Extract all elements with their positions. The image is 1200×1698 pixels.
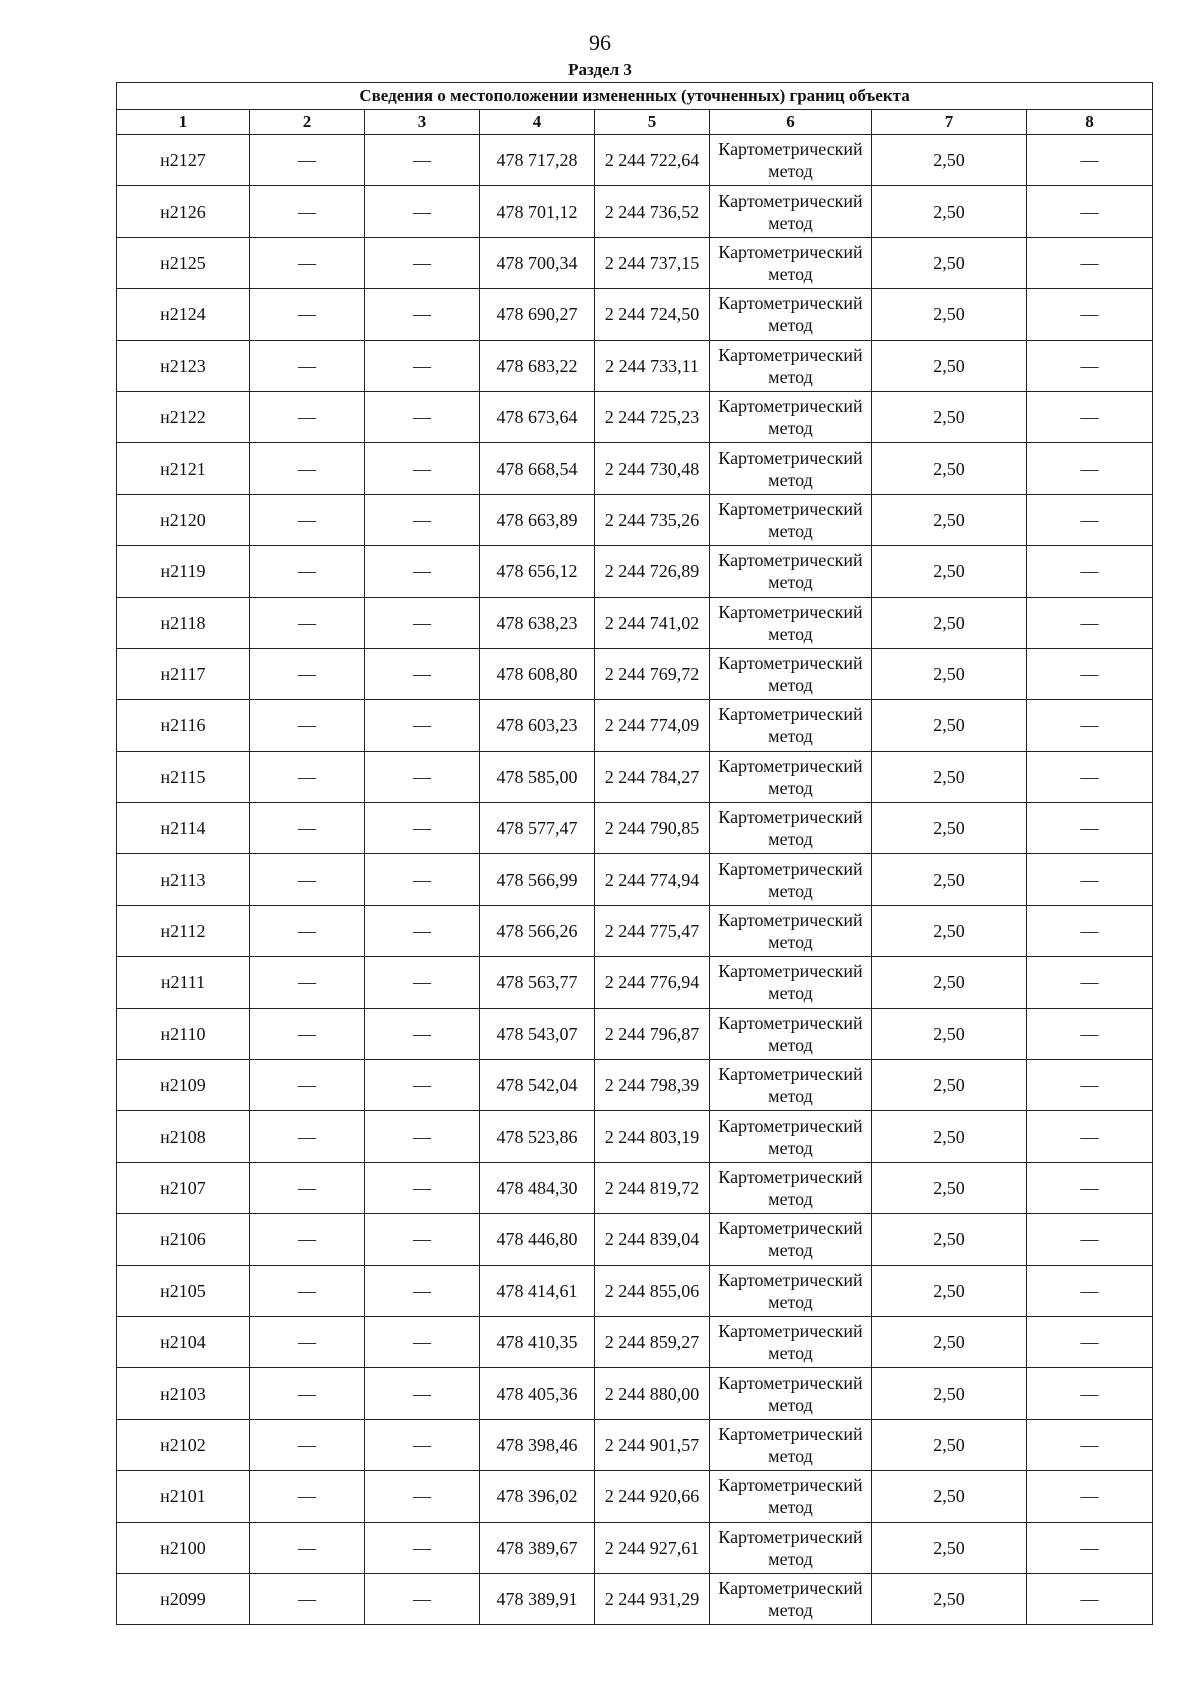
method-cell: Картометрический метод bbox=[710, 340, 872, 391]
accuracy-cell: 2,50 bbox=[872, 854, 1027, 905]
y-coordinate-cell: 2 244 741,02 bbox=[595, 597, 710, 648]
method-cell: Картометрический метод bbox=[710, 391, 872, 442]
y-coordinate-cell: 2 244 722,64 bbox=[595, 135, 710, 186]
y-coordinate-cell: 2 244 927,61 bbox=[595, 1522, 710, 1573]
accuracy-cell: 2,50 bbox=[872, 1522, 1027, 1573]
point-id-cell: н2099 bbox=[117, 1573, 250, 1624]
boundary-coordinates-table bbox=[116, 82, 1153, 1625]
method-cell: Картометрический метод bbox=[710, 1214, 872, 1265]
col3-cell: — bbox=[365, 1471, 480, 1522]
column-header: 2 bbox=[250, 110, 365, 135]
y-coordinate-cell: 2 244 776,94 bbox=[595, 957, 710, 1008]
col3-cell: — bbox=[365, 1111, 480, 1162]
col2-cell: — bbox=[250, 854, 365, 905]
x-coordinate-cell: 478 663,89 bbox=[480, 494, 595, 545]
accuracy-cell: 2,50 bbox=[872, 494, 1027, 545]
col3-cell: — bbox=[365, 700, 480, 751]
col8-cell: — bbox=[1027, 391, 1153, 442]
table-row bbox=[117, 854, 1153, 905]
method-cell: Картометрический метод bbox=[710, 1008, 872, 1059]
x-coordinate-cell: 478 410,35 bbox=[480, 1316, 595, 1367]
col2-cell: — bbox=[250, 1522, 365, 1573]
col3-cell: — bbox=[365, 186, 480, 237]
col3-cell: — bbox=[365, 854, 480, 905]
y-coordinate-cell: 2 244 730,48 bbox=[595, 443, 710, 494]
col2-cell: — bbox=[250, 443, 365, 494]
col8-cell: — bbox=[1027, 1111, 1153, 1162]
col8-cell: — bbox=[1027, 1573, 1153, 1624]
accuracy-cell: 2,50 bbox=[872, 1471, 1027, 1522]
method-cell: Картометрический метод bbox=[710, 289, 872, 340]
table-row bbox=[117, 700, 1153, 751]
table-row bbox=[117, 237, 1153, 288]
table-row bbox=[117, 135, 1153, 186]
col2-cell: — bbox=[250, 494, 365, 545]
point-id-cell: н2113 bbox=[117, 854, 250, 905]
accuracy-cell: 2,50 bbox=[872, 1060, 1027, 1111]
point-id-cell: н2107 bbox=[117, 1162, 250, 1213]
col8-cell: — bbox=[1027, 905, 1153, 956]
accuracy-cell: 2,50 bbox=[872, 1111, 1027, 1162]
col8-cell: — bbox=[1027, 648, 1153, 699]
point-id-cell: н2125 bbox=[117, 237, 250, 288]
x-coordinate-cell: 478 389,67 bbox=[480, 1522, 595, 1573]
x-coordinate-cell: 478 603,23 bbox=[480, 700, 595, 751]
y-coordinate-cell: 2 244 839,04 bbox=[595, 1214, 710, 1265]
method-cell: Картометрический метод bbox=[710, 1111, 872, 1162]
method-cell: Картометрический метод bbox=[710, 546, 872, 597]
point-id-cell: н2127 bbox=[117, 135, 250, 186]
table-row bbox=[117, 1214, 1153, 1265]
table-row bbox=[117, 1060, 1153, 1111]
accuracy-cell: 2,50 bbox=[872, 1265, 1027, 1316]
x-coordinate-cell: 478 563,77 bbox=[480, 957, 595, 1008]
col8-cell: — bbox=[1027, 1060, 1153, 1111]
y-coordinate-cell: 2 244 733,11 bbox=[595, 340, 710, 391]
table-row bbox=[117, 494, 1153, 545]
x-coordinate-cell: 478 523,86 bbox=[480, 1111, 595, 1162]
col3-cell: — bbox=[365, 546, 480, 597]
accuracy-cell: 2,50 bbox=[872, 391, 1027, 442]
table-row bbox=[117, 957, 1153, 1008]
col8-cell: — bbox=[1027, 1162, 1153, 1213]
method-cell: Картометрический метод bbox=[710, 700, 872, 751]
col2-cell: — bbox=[250, 1214, 365, 1265]
col8-cell: — bbox=[1027, 1419, 1153, 1470]
accuracy-cell: 2,50 bbox=[872, 700, 1027, 751]
col8-cell: — bbox=[1027, 340, 1153, 391]
point-id-cell: н2103 bbox=[117, 1368, 250, 1419]
x-coordinate-cell: 478 446,80 bbox=[480, 1214, 595, 1265]
accuracy-cell: 2,50 bbox=[872, 546, 1027, 597]
x-coordinate-cell: 478 484,30 bbox=[480, 1162, 595, 1213]
col3-cell: — bbox=[365, 1265, 480, 1316]
x-coordinate-cell: 478 585,00 bbox=[480, 751, 595, 802]
col2-cell: — bbox=[250, 751, 365, 802]
x-coordinate-cell: 478 690,27 bbox=[480, 289, 595, 340]
point-id-cell: н2126 bbox=[117, 186, 250, 237]
x-coordinate-cell: 478 656,12 bbox=[480, 546, 595, 597]
method-cell: Картометрический метод bbox=[710, 186, 872, 237]
accuracy-cell: 2,50 bbox=[872, 803, 1027, 854]
table-row bbox=[117, 1008, 1153, 1059]
col3-cell: — bbox=[365, 391, 480, 442]
y-coordinate-cell: 2 244 724,50 bbox=[595, 289, 710, 340]
accuracy-cell: 2,50 bbox=[872, 648, 1027, 699]
page-number: 96 bbox=[589, 30, 611, 55]
point-id-cell: н2122 bbox=[117, 391, 250, 442]
method-cell: Картометрический метод bbox=[710, 494, 872, 545]
col3-cell: — bbox=[365, 1573, 480, 1624]
accuracy-cell: 2,50 bbox=[872, 597, 1027, 648]
accuracy-cell: 2,50 bbox=[872, 1008, 1027, 1059]
table-row bbox=[117, 186, 1153, 237]
y-coordinate-cell: 2 244 769,72 bbox=[595, 648, 710, 699]
accuracy-cell: 2,50 bbox=[872, 443, 1027, 494]
y-coordinate-cell: 2 244 790,85 bbox=[595, 803, 710, 854]
method-cell: Картометрический метод bbox=[710, 1522, 872, 1573]
accuracy-cell: 2,50 bbox=[872, 289, 1027, 340]
table-row bbox=[117, 391, 1153, 442]
point-id-cell: н2104 bbox=[117, 1316, 250, 1367]
point-id-cell: н2115 bbox=[117, 751, 250, 802]
col3-cell: — bbox=[365, 1008, 480, 1059]
col2-cell: — bbox=[250, 340, 365, 391]
x-coordinate-cell: 478 673,64 bbox=[480, 391, 595, 442]
accuracy-cell: 2,50 bbox=[872, 186, 1027, 237]
y-coordinate-cell: 2 244 737,15 bbox=[595, 237, 710, 288]
method-cell: Картометрический метод bbox=[710, 854, 872, 905]
y-coordinate-cell: 2 244 920,66 bbox=[595, 1471, 710, 1522]
col8-cell: — bbox=[1027, 1522, 1153, 1573]
col8-cell: — bbox=[1027, 186, 1153, 237]
col2-cell: — bbox=[250, 700, 365, 751]
table-row bbox=[117, 1316, 1153, 1367]
col8-cell: — bbox=[1027, 751, 1153, 802]
col8-cell: — bbox=[1027, 546, 1153, 597]
y-coordinate-cell: 2 244 775,47 bbox=[595, 905, 710, 956]
accuracy-cell: 2,50 bbox=[872, 957, 1027, 1008]
x-coordinate-cell: 478 405,36 bbox=[480, 1368, 595, 1419]
y-coordinate-cell: 2 244 931,29 bbox=[595, 1573, 710, 1624]
column-header: 7 bbox=[872, 110, 1027, 135]
method-cell: Картометрический метод bbox=[710, 135, 872, 186]
method-cell: Картометрический метод bbox=[710, 1471, 872, 1522]
table-row bbox=[117, 340, 1153, 391]
y-coordinate-cell: 2 244 798,39 bbox=[595, 1060, 710, 1111]
section-title: Раздел 3 bbox=[568, 60, 632, 79]
col2-cell: — bbox=[250, 1419, 365, 1470]
column-header-row bbox=[117, 110, 1153, 135]
col3-cell: — bbox=[365, 1162, 480, 1213]
point-id-cell: н2100 bbox=[117, 1522, 250, 1573]
x-coordinate-cell: 478 566,26 bbox=[480, 905, 595, 956]
accuracy-cell: 2,50 bbox=[872, 751, 1027, 802]
method-cell: Картометрический метод bbox=[710, 648, 872, 699]
point-id-cell: н2119 bbox=[117, 546, 250, 597]
accuracy-cell: 2,50 bbox=[872, 340, 1027, 391]
table-caption-row bbox=[117, 83, 1153, 110]
point-id-cell: н2114 bbox=[117, 803, 250, 854]
table-row bbox=[117, 751, 1153, 802]
y-coordinate-cell: 2 244 774,94 bbox=[595, 854, 710, 905]
x-coordinate-cell: 478 717,28 bbox=[480, 135, 595, 186]
accuracy-cell: 2,50 bbox=[872, 1368, 1027, 1419]
col2-cell: — bbox=[250, 905, 365, 956]
col3-cell: — bbox=[365, 237, 480, 288]
method-cell: Картометрический метод bbox=[710, 1368, 872, 1419]
method-cell: Картометрический метод bbox=[710, 443, 872, 494]
col3-cell: — bbox=[365, 1060, 480, 1111]
col3-cell: — bbox=[365, 957, 480, 1008]
y-coordinate-cell: 2 244 784,27 bbox=[595, 751, 710, 802]
point-id-cell: н2117 bbox=[117, 648, 250, 699]
x-coordinate-cell: 478 638,23 bbox=[480, 597, 595, 648]
column-header: 6 bbox=[710, 110, 872, 135]
table-row bbox=[117, 803, 1153, 854]
accuracy-cell: 2,50 bbox=[872, 135, 1027, 186]
point-id-cell: н2108 bbox=[117, 1111, 250, 1162]
table-row bbox=[117, 1368, 1153, 1419]
col3-cell: — bbox=[365, 443, 480, 494]
col3-cell: — bbox=[365, 1419, 480, 1470]
y-coordinate-cell: 2 244 880,00 bbox=[595, 1368, 710, 1419]
table-row bbox=[117, 1111, 1153, 1162]
table-row bbox=[117, 1419, 1153, 1470]
point-id-cell: н2102 bbox=[117, 1419, 250, 1470]
column-header: 8 bbox=[1027, 110, 1153, 135]
col8-cell: — bbox=[1027, 135, 1153, 186]
table-row bbox=[117, 597, 1153, 648]
x-coordinate-cell: 478 701,12 bbox=[480, 186, 595, 237]
table-row bbox=[117, 1162, 1153, 1213]
point-id-cell: н2116 bbox=[117, 700, 250, 751]
method-cell: Картометрический метод bbox=[710, 597, 872, 648]
col2-cell: — bbox=[250, 648, 365, 699]
x-coordinate-cell: 478 398,46 bbox=[480, 1419, 595, 1470]
point-id-cell: н2105 bbox=[117, 1265, 250, 1316]
col2-cell: — bbox=[250, 237, 365, 288]
point-id-cell: н2111 bbox=[117, 957, 250, 1008]
col2-cell: — bbox=[250, 957, 365, 1008]
col8-cell: — bbox=[1027, 1471, 1153, 1522]
accuracy-cell: 2,50 bbox=[872, 1316, 1027, 1367]
col2-cell: — bbox=[250, 1316, 365, 1367]
col2-cell: — bbox=[250, 1368, 365, 1419]
col3-cell: — bbox=[365, 1368, 480, 1419]
col3-cell: — bbox=[365, 1316, 480, 1367]
method-cell: Картометрический метод bbox=[710, 905, 872, 956]
column-header: 1 bbox=[117, 110, 250, 135]
table-row bbox=[117, 905, 1153, 956]
method-cell: Картометрический метод bbox=[710, 1316, 872, 1367]
point-id-cell: н2123 bbox=[117, 340, 250, 391]
col2-cell: — bbox=[250, 186, 365, 237]
accuracy-cell: 2,50 bbox=[872, 1573, 1027, 1624]
y-coordinate-cell: 2 244 901,57 bbox=[595, 1419, 710, 1470]
x-coordinate-cell: 478 414,61 bbox=[480, 1265, 595, 1316]
col3-cell: — bbox=[365, 340, 480, 391]
col3-cell: — bbox=[365, 751, 480, 802]
method-cell: Картометрический метод bbox=[710, 751, 872, 802]
point-id-cell: н2101 bbox=[117, 1471, 250, 1522]
y-coordinate-cell: 2 244 819,72 bbox=[595, 1162, 710, 1213]
x-coordinate-cell: 478 566,99 bbox=[480, 854, 595, 905]
col2-cell: — bbox=[250, 1008, 365, 1059]
method-cell: Картометрический метод bbox=[710, 957, 872, 1008]
col2-cell: — bbox=[250, 289, 365, 340]
col8-cell: — bbox=[1027, 700, 1153, 751]
col2-cell: — bbox=[250, 597, 365, 648]
col2-cell: — bbox=[250, 1573, 365, 1624]
x-coordinate-cell: 478 543,07 bbox=[480, 1008, 595, 1059]
y-coordinate-cell: 2 244 859,27 bbox=[595, 1316, 710, 1367]
column-header: 3 bbox=[365, 110, 480, 135]
col8-cell: — bbox=[1027, 1214, 1153, 1265]
method-cell: Картометрический метод bbox=[710, 1419, 872, 1470]
x-coordinate-cell: 478 396,02 bbox=[480, 1471, 595, 1522]
table-row bbox=[117, 1522, 1153, 1573]
col8-cell: — bbox=[1027, 1368, 1153, 1419]
col8-cell: — bbox=[1027, 1008, 1153, 1059]
x-coordinate-cell: 478 608,80 bbox=[480, 648, 595, 699]
method-cell: Картометрический метод bbox=[710, 803, 872, 854]
col2-cell: — bbox=[250, 546, 365, 597]
column-header: 5 bbox=[595, 110, 710, 135]
col8-cell: — bbox=[1027, 289, 1153, 340]
accuracy-cell: 2,50 bbox=[872, 237, 1027, 288]
method-cell: Картометрический метод bbox=[710, 1573, 872, 1624]
x-coordinate-cell: 478 700,34 bbox=[480, 237, 595, 288]
x-coordinate-cell: 478 683,22 bbox=[480, 340, 595, 391]
point-id-cell: н2121 bbox=[117, 443, 250, 494]
table-row bbox=[117, 1265, 1153, 1316]
point-id-cell: н2124 bbox=[117, 289, 250, 340]
col3-cell: — bbox=[365, 597, 480, 648]
table-row bbox=[117, 1573, 1153, 1624]
col8-cell: — bbox=[1027, 494, 1153, 545]
y-coordinate-cell: 2 244 725,23 bbox=[595, 391, 710, 442]
method-cell: Картометрический метод bbox=[710, 237, 872, 288]
y-coordinate-cell: 2 244 736,52 bbox=[595, 186, 710, 237]
col3-cell: — bbox=[365, 494, 480, 545]
col8-cell: — bbox=[1027, 854, 1153, 905]
x-coordinate-cell: 478 668,54 bbox=[480, 443, 595, 494]
method-cell: Картометрический метод bbox=[710, 1162, 872, 1213]
accuracy-cell: 2,50 bbox=[872, 1214, 1027, 1265]
col2-cell: — bbox=[250, 1162, 365, 1213]
col2-cell: — bbox=[250, 1265, 365, 1316]
col8-cell: — bbox=[1027, 443, 1153, 494]
x-coordinate-cell: 478 389,91 bbox=[480, 1573, 595, 1624]
point-id-cell: н2112 bbox=[117, 905, 250, 956]
col2-cell: — bbox=[250, 391, 365, 442]
col3-cell: — bbox=[365, 289, 480, 340]
y-coordinate-cell: 2 244 855,06 bbox=[595, 1265, 710, 1316]
point-id-cell: н2120 bbox=[117, 494, 250, 545]
table-row bbox=[117, 648, 1153, 699]
table-row bbox=[117, 1471, 1153, 1522]
method-cell: Картометрический метод bbox=[710, 1060, 872, 1111]
table-row bbox=[117, 289, 1153, 340]
col2-cell: — bbox=[250, 1471, 365, 1522]
accuracy-cell: 2,50 bbox=[872, 1419, 1027, 1470]
col3-cell: — bbox=[365, 1214, 480, 1265]
y-coordinate-cell: 2 244 796,87 bbox=[595, 1008, 710, 1059]
point-id-cell: н2118 bbox=[117, 597, 250, 648]
x-coordinate-cell: 478 577,47 bbox=[480, 803, 595, 854]
col8-cell: — bbox=[1027, 237, 1153, 288]
col2-cell: — bbox=[250, 1060, 365, 1111]
col8-cell: — bbox=[1027, 1316, 1153, 1367]
col2-cell: — bbox=[250, 1111, 365, 1162]
col8-cell: — bbox=[1027, 957, 1153, 1008]
y-coordinate-cell: 2 244 726,89 bbox=[595, 546, 710, 597]
col3-cell: — bbox=[365, 905, 480, 956]
x-coordinate-cell: 478 542,04 bbox=[480, 1060, 595, 1111]
col3-cell: — bbox=[365, 648, 480, 699]
y-coordinate-cell: 2 244 803,19 bbox=[595, 1111, 710, 1162]
point-id-cell: н2109 bbox=[117, 1060, 250, 1111]
col8-cell: — bbox=[1027, 597, 1153, 648]
col3-cell: — bbox=[365, 135, 480, 186]
accuracy-cell: 2,50 bbox=[872, 1162, 1027, 1213]
table-body bbox=[117, 135, 1153, 1625]
column-header: 4 bbox=[480, 110, 595, 135]
point-id-cell: н2106 bbox=[117, 1214, 250, 1265]
col8-cell: — bbox=[1027, 803, 1153, 854]
col3-cell: — bbox=[365, 803, 480, 854]
accuracy-cell: 2,50 bbox=[872, 905, 1027, 956]
point-id-cell: н2110 bbox=[117, 1008, 250, 1059]
col2-cell: — bbox=[250, 135, 365, 186]
y-coordinate-cell: 2 244 735,26 bbox=[595, 494, 710, 545]
table-caption: Сведения о местоположении измененных (уточненных) границ объекта bbox=[117, 83, 1153, 110]
y-coordinate-cell: 2 244 774,09 bbox=[595, 700, 710, 751]
col2-cell: — bbox=[250, 803, 365, 854]
method-cell: Картометрический метод bbox=[710, 1265, 872, 1316]
table-row bbox=[117, 546, 1153, 597]
col8-cell: — bbox=[1027, 1265, 1153, 1316]
table-row bbox=[117, 443, 1153, 494]
col3-cell: — bbox=[365, 1522, 480, 1573]
